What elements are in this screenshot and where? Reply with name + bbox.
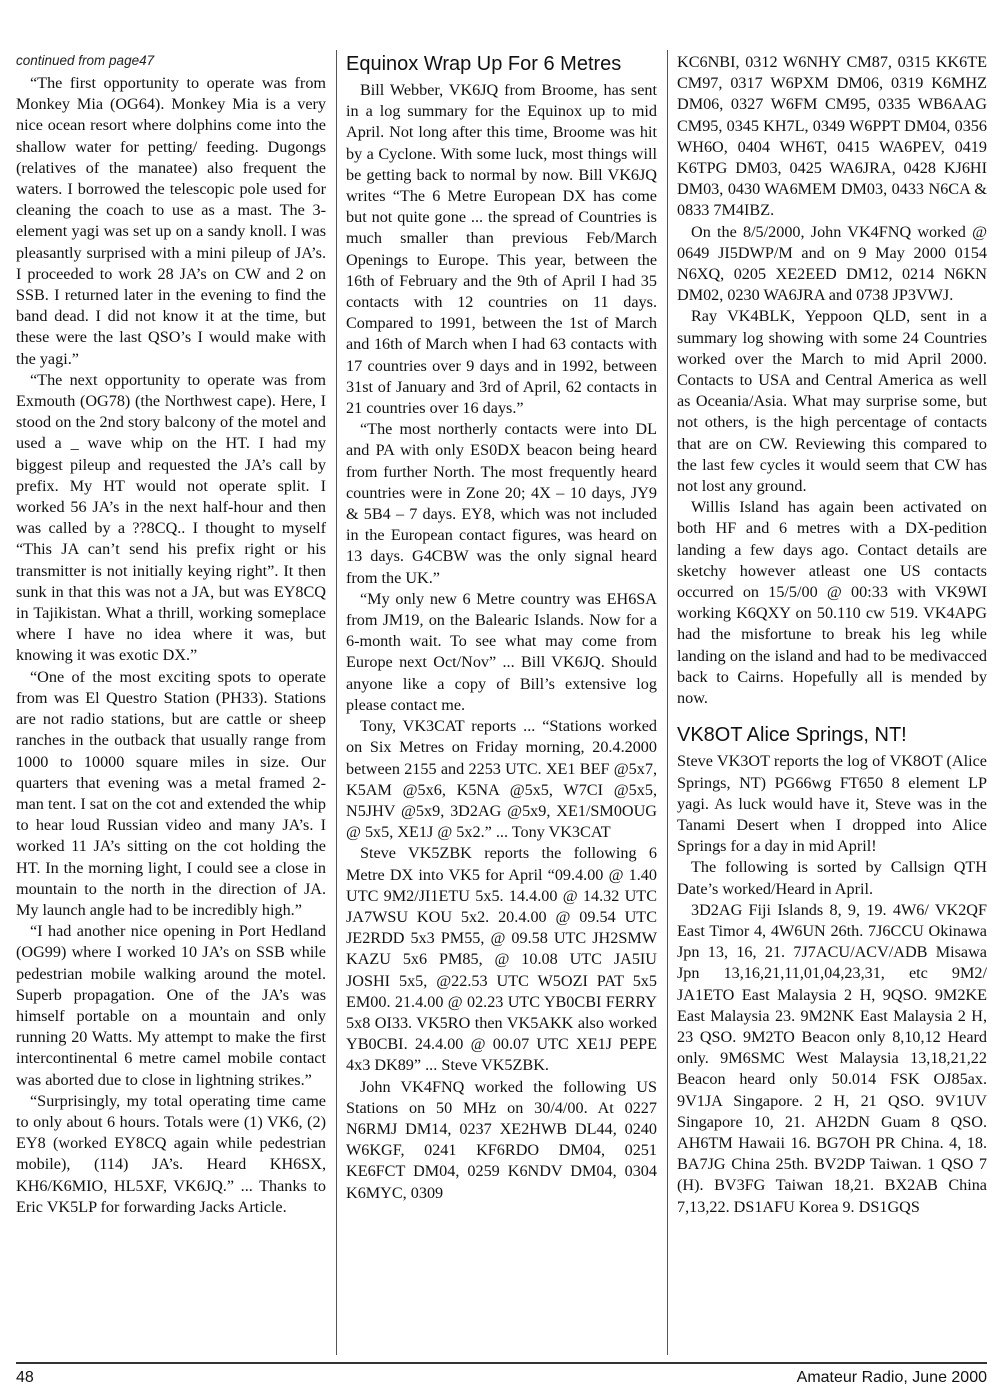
paragraph: Willis Island has again been activated on both HF and 6 metres with a DX-pedition landing a few days ago. Contact details are sketchy however atleast one US contacts occurred on 15/5/00 @ 00:33 with VK9WI working K6QXY on 50.110 cw 519. VK4APG had the misfortune to break his leg while landing on the island and had to be medivacced back to Cairns. Hopefully all is mended by now.: [677, 498, 987, 708]
column-1: [16, 52, 326, 1218]
paragraph: “One of the most exciting spots to operate from was El Questro Station (PH33). Stations are not radio stations, but are cattle or sheep ranches in the outback that usually range from 1000 to 10000 square miles in size. Our quarters that evening was a metal framed 2-man tent. I sat on the cot and extended the whip to hear loud Russian video and many JA’s. I worked 11 JA’s sitting on the cot holding the HT. In the morning light, I could see a close in mountain to the north in the direction of JA. My launch angle had to be incredibly high.”: [16, 667, 326, 919]
paragraph: Steve VK3OT reports the log of VK8OT (Alice Springs, NT) PG66wg FT650 8 element LP yagi. As luck would have it, Steve was in the Tanami Desert when I dropped into Alice Springs for a day in mid April!: [677, 752, 987, 856]
footer-rule: [16, 1362, 987, 1364]
column-2: [346, 52, 657, 1204]
column-3: [677, 52, 987, 1218]
column-divider: [336, 50, 337, 1355]
paragraph: Steve VK5ZBK reports the following 6 Metre DX into VK5 for April “09.4.00 @ 1.40 UTC 9M2/JI1ETU 5x5. 14.4.00 @ 14.32 UTC JA7WSU KOU 5x2. 20.4.00 @ 09.54 UTC JE2RDD 5x3 PM55, @ 09.58 UTC JH2SMW KAZU 5x6 PM85, @ 10.08 UTC JA5IU JOSHI 5x5, @22.53 UTC W5OZI PAT 5x5 EM00. 21.4.00 @ 02.23 UTC YB0CBI FERRY 5x8 OI33. VK5RO then VK5AKK also worked YB0CBI. 24.4.00 @ 00.07 UTC XE1J PEPE 4x3 DK89” ... Steve VK5ZBK.: [346, 844, 657, 1075]
paragraph: “I had another nice opening in Port Hedland (OG99) where I worked 10 JA’s on SSB while pedestrian mobile walking around the motel. Superb propagation. One of the JA’s was himself portable on a mountain and only running 20 Watts. My attempt to make the first intercontinental 6 metre camel mobile contact was aborted due to close in lightning strikes.”: [16, 922, 326, 1089]
paragraph: “Surprisingly, my total operating time came to only about 6 hours. Totals were (1) VK6, (2) EY8 (worked EY8CQ again while pedestrian mobile), (114) JA’s. Heard KH6SX, KH6/K6MIO, HL5XF, VK6JQ.” ... Thanks to Eric VK5LP for forwarding Jacks Article.: [16, 1091, 326, 1216]
paragraph: 3D2AG Fiji Islands 8, 9, 19. 4W6/ VK2QF East Timor 4, 4W6UN 26th. 7J6CCU Okinawa Jpn 13, 16, 21. 7J7ACU/ACV/ADB Misawa Jpn 13,16,21,11,01,04,23,31, etc 9M2/ JA1ETO East Malaysia 2 H, 9QSO. 9M2KE East Malaysia 23. 9M2NK East Malaysia 2 H, 23 QSO. 9M2TO Beacon only 8,10,12 Heard only. 9M6SMC West Malaysia 13,18,21,22 Beacon heard only 50.014 FSK OJ85ax. 9V1JA Singapore. 2 H, 21 QSO. 9V1UV Singapore 10, 21. AH2DN Guam 8 QSO. AH6TM Hawaii 16. BG7OH PR China. 4, 18. BA7JG China 25th. BV2DP Taiwan. 1 QSO 7 (H). BV3FG Taiwan 18,21. BX2AB China 7,13,22. DS1AFU Korea 9. DS1GQS: [677, 900, 987, 1216]
paragraph: John VK4FNQ worked the following US Stations on 50 MHz on 30/4/00. At 0227 N6RMJ DM14, 0237 XE2HWB DL44, 0240 W6KGF, 0241 KF6RDO DM04, 0251 KE6FCT DM04, 0259 K6NDV DM04, 0304 K6MYC, 0309: [346, 1077, 657, 1202]
paragraph: Bill Webber, VK6JQ from Broome, has sent in a log summary for the Equinox up to mid April. Not long after this time, Broome was hit by a Cyclone. With some luck, most things will be getting back to normal by now. Bill VK6JQ writes “The 6 Metre European DX has come but not quite gone ... the spread of Countries is much smaller than previous Feb/March Openings to Europe. This year, between the 16th of February and the 9th of April I had 35 contacts with 12 countries on 11 days. Compared to 1991, between the 1st of March and 16th of March when I had 63 contacts with 17 countries over 9 days and in 1992, between 31st of January and 3rd of April, 62 contacts in 21 countries over 16 days.”: [346, 81, 657, 418]
magazine-footer: Amateur Radio, June 2000: [796, 1369, 987, 1386]
column-divider: [667, 50, 668, 1355]
paragraph: “The next opportunity to operate was from Exmouth (OG78) (the Northwest cape). Here, I stood on the 2nd story balcony of the motel and used a _ wave whip on the HT. I had my biggest pileup and requested the JA’s call by prefix. My HT would not operate split. I worked 56 JA’s in the next half-hour and then was called by a ??8CQ.. I thought to myself “This JA can’t send his prefix right or his transmitter is not initially keying right”. It then sunk in that this was not a JA, but was EY8CQ in Tajikistan. What a thrill, working someplace where I have no idea where it was, but knowing it was exotic DX.”: [16, 370, 326, 665]
paragraph: The following is sorted by Callsign QTH Date’s worked/Heard in April.: [677, 858, 987, 898]
paragraph: KC6NBI, 0312 W6NHY CM87, 0315 KK6TE CM97, 0317 W6PXM DM06, 0319 K6MHZ DM06, 0327 W6FM CM95, 0335 WB6AAG CM95, 0345 KH7L, 0349 W6PPT DM04, 0356 WH6O, 0404 WH6T, 0415 WA6PEV, 0419 K6TPG DM03, 0425 WA6JRA, 0428 KJ6HI DM03, 0430 WA6MEM DM03, 0433 N6CA & 0833 7M4IBZ.: [677, 53, 987, 220]
paragraph: Ray VK4BLK, Yeppoon QLD, sent in a summary log showing with some 24 Countries worked over the March to mid April 2000. Contacts to USA and Central America as well as Oceania/Asia. What may surprise some, but not others, is the high percentage of contacts that are on CW. Reviewing this compared to the last few cycles it would seem that CW has not lost any ground.: [677, 307, 987, 496]
page-number: 48: [16, 1369, 34, 1386]
article-heading: Equinox Wrap Up For 6 Metres: [346, 53, 622, 75]
section-heading: VK8OT Alice Springs, NT!: [677, 724, 907, 747]
paragraph: On the 8/5/2000, John VK4FNQ worked @ 0649 JI5DWP/M and on 9 May 2000 0154 N6XQ, 0205 XE2EED DM12, 0214 N6KN DM02, 0230 WA6JRA and 0738 JP3VWJ.: [677, 222, 987, 305]
paragraph: “My only new 6 Metre country was EH6SA from JM19, on the Balearic Islands. Now for a 6-month wait. To see what may come from Europe next Oct/Nov” ... Bill VK6JQ. Should anyone like a copy of Bill’s extensive log please contact me.: [346, 589, 657, 714]
paragraph: Tony, VK3CAT reports ... “Stations worked on Six Metres on Friday morning, 20.4.2000 between 2155 and 2253 UTC. XE1 BEF @5x7, K5AM @5x6, K5NA @5x5, W7CI @5x5, N5JHV @5x9, 3D2AG @5x9, XE1/SM0OUG @ 5x5, XE1J @ 5x2.” ... Tony VK3CAT: [346, 717, 657, 842]
paragraph: “The most northerly contacts were into DL and PA with only ES0DX beacon being heard from further North. The most frequently heard countries were in Zone 20; 4X – 10 days, JY9 & 5B4 – 7 days. EY8, which was not included in the European contact figures, was heard on 13 days. G4CBW was the only signal heard from the UK.”: [346, 420, 657, 587]
continued-note: continued from page47: [16, 53, 155, 68]
paragraph: “The first opportunity to operate was from Monkey Mia (OG64). Monkey Mia is a very nice ocean resort where dolphins come into the shallow water for petting/ feeding. Dugongs (relatives of the manatee) also frequent the waters. I borrowed the telescopic pole used for cleaning the coach to use as a mast. The 3-element yagi was set up on a sandy knoll. I was pleasantly surprised with a mini pileup of JA’s. I proceeded to work 28 JA’s on CW and 2 on SSB. I returned later in the evening to find the band dead. I did not know it at the time, but these were the last QSO’s I would make with the yagi.”: [16, 74, 326, 368]
